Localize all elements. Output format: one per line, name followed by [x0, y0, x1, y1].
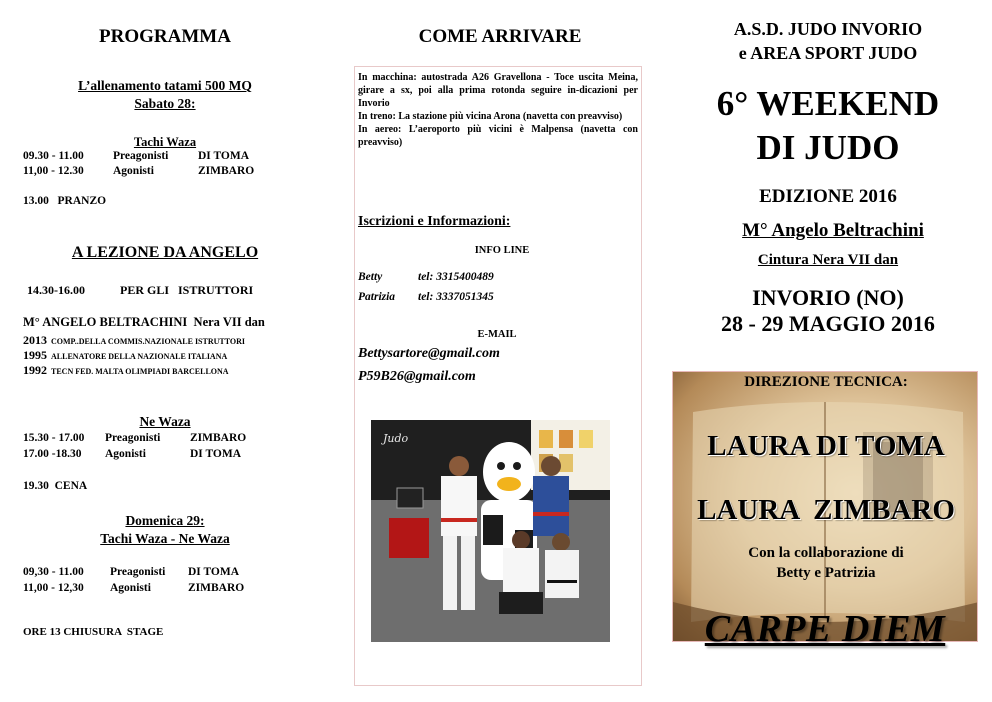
- row-coach: DI TOMA: [198, 150, 250, 162]
- email-link[interactable]: P59B26@gmail.com: [358, 369, 476, 384]
- master-name: M° Angelo Beltrachini: [742, 220, 924, 241]
- bio-item: [23, 361, 333, 376]
- row-coach: ZIMBARO: [188, 582, 245, 594]
- directions-car: In macchina: autostrada A26 Gravellona - Toce uscita Meina, girare a sx, poi alla prima rotonda seguire in-dicazioni per Invorio: [358, 72, 638, 109]
- coach-name: LAURA ZIMBARO: [697, 494, 955, 526]
- edition: EDIZIONE 2016: [759, 186, 897, 207]
- contact-name: Betty: [358, 271, 383, 283]
- bio-item: [23, 346, 333, 361]
- lesson-title: A LEZIONE DA ANGELO: [71, 244, 259, 261]
- contact-phone[interactable]: tel: 3337051345: [418, 291, 494, 303]
- directions-plane: In aereo: L’aeroporto più vicini è Malpensa (navetta con preavviso): [358, 124, 638, 148]
- ne-waza-heading: Ne Waza: [139, 414, 191, 429]
- saturday-heading: Sabato 28:: [134, 96, 196, 111]
- row-time: 09.30 - 11.00: [23, 150, 84, 162]
- schedule-row: [23, 165, 323, 180]
- email-label: E-MAIL: [477, 329, 517, 340]
- belt-rank: Cintura Nera VII dan: [757, 252, 899, 268]
- master-line: M° ANGELO BELTRACHINI Nera VII dan: [23, 315, 265, 329]
- org-name: A.S.D. JUDO INVORIO: [733, 19, 923, 39]
- motto: CARPE DIEM: [704, 608, 946, 650]
- collaboration-label: Con la collaborazione di: [748, 545, 904, 561]
- row-group: Preagonisti: [113, 150, 169, 162]
- schedule-row: [23, 432, 323, 447]
- bio-text: COMP..DELLA COMMIS.NAZIONALE ISTRUTTORI: [51, 337, 246, 346]
- row-group: Agonisti: [110, 582, 151, 594]
- lesson-time: 14.30-16.00: [27, 283, 85, 297]
- tech-label: DIREZIONE TECNICA:: [744, 374, 908, 390]
- bio-year: 1995: [23, 348, 47, 362]
- row-time: 09,30 - 11.00: [23, 566, 84, 578]
- event-place: INVORIO (NO): [752, 285, 904, 310]
- info-line-label: INFO LINE: [474, 245, 530, 256]
- lesson-row: [27, 283, 327, 298]
- event-title: 6° WEEKEND: [716, 84, 940, 123]
- event-dates: 28 - 29 MAGGIO 2016: [721, 311, 935, 336]
- row-time: 11,00 - 12,30: [23, 582, 84, 594]
- sunday-heading: Domenica 29:: [125, 513, 205, 528]
- row-time: 15.30 - 17.00: [23, 432, 85, 444]
- coach-name: LAURA DI TOMA: [707, 430, 945, 462]
- bio-text: ALLENATORE DELLA NAZIONALE ITALIANA: [51, 352, 228, 361]
- sunday-subheading: Tachi Waza - Ne Waza: [100, 531, 230, 546]
- row-group: Agonisti: [105, 448, 146, 460]
- bio-item: [23, 331, 333, 346]
- bio-year: 1992: [23, 363, 47, 377]
- arrivare-title: COME ARRIVARE: [418, 26, 582, 47]
- row-group: Agonisti: [113, 165, 154, 177]
- lunch-line: 13.00 PRANZO: [23, 195, 107, 207]
- row-time: 17.00 -18.30: [23, 448, 82, 460]
- info-title: Iscrizioni e Informazioni:: [358, 214, 511, 229]
- schedule-row: [23, 448, 323, 463]
- group-photo: [371, 420, 610, 642]
- email-link[interactable]: Bettysartore@gmail.com: [358, 346, 500, 361]
- row-coach: DI TOMA: [188, 566, 240, 578]
- schedule-row: [23, 150, 323, 165]
- row-group: Preagonisti: [105, 432, 161, 444]
- row-coach: ZIMBARO: [198, 165, 255, 177]
- collaborators: Betty e Patrizia: [776, 565, 876, 581]
- contact-phone[interactable]: tel: 3315400489: [418, 271, 494, 283]
- group-photo-illustration: [371, 420, 610, 642]
- row-group: Preagonisti: [110, 566, 166, 578]
- photo-sign: Judo: [383, 432, 409, 445]
- bio-list: [23, 331, 333, 376]
- event-title-2: DI JUDO: [756, 128, 900, 167]
- bio-year: 2013: [23, 333, 47, 347]
- schedule-row: [23, 566, 323, 581]
- closing-line: ORE 13 CHIUSURA STAGE: [23, 626, 164, 638]
- contact-name: Patrizia: [358, 291, 396, 303]
- org-name-2: e AREA SPORT JUDO: [738, 43, 918, 63]
- tachi-waza-heading: Tachi Waza: [133, 135, 197, 149]
- directions: [358, 71, 638, 149]
- lesson-audience: PER GLI ISTRUTTORI: [120, 283, 254, 297]
- directions-train: In treno: La stazione più vicina Arona (navetta con preavviso): [358, 111, 623, 122]
- programma-title: PROGRAMMA: [99, 26, 231, 47]
- training-line: L’allenamento tatami 500 MQ: [78, 78, 252, 93]
- row-coach: ZIMBARO: [190, 432, 247, 444]
- dinner-line: 19.30 CENA: [23, 480, 88, 492]
- schedule-row: [23, 582, 323, 597]
- row-time: 11,00 - 12.30: [23, 165, 84, 177]
- technical-direction-panel: [672, 371, 978, 642]
- row-coach: DI TOMA: [190, 448, 242, 460]
- bio-text: TECN FED. MALTA OLIMPIADI BARCELLONA: [51, 367, 229, 376]
